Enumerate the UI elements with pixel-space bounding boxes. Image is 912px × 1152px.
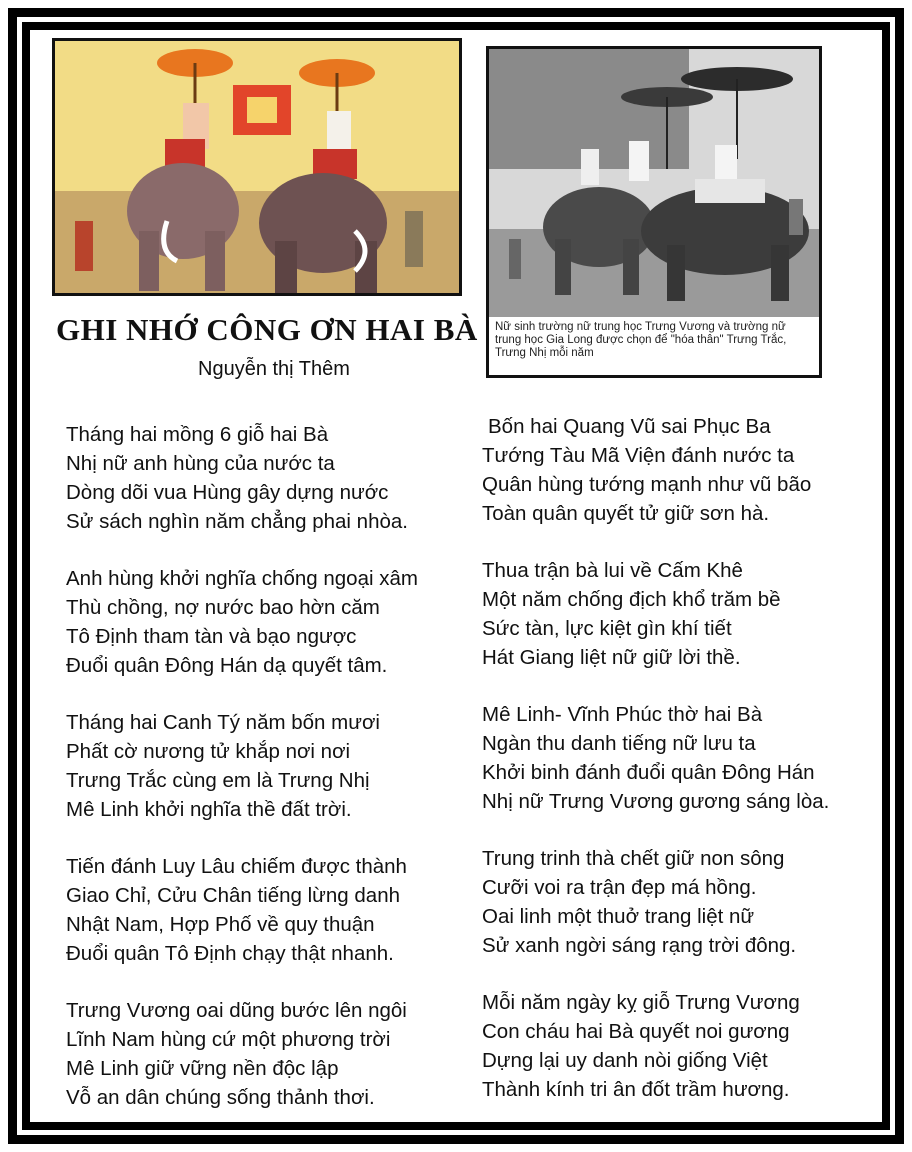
poem-line: Dòng dõi vua Hùng gây dựng nước — [66, 481, 389, 504]
poem-line: Dựng lại uy danh nòi giống Việt — [482, 1049, 768, 1072]
poem-line: Tháng hai Canh Tý năm bốn mươi — [66, 711, 380, 734]
left-poem-column — [66, 420, 476, 1122]
stanza — [482, 556, 877, 672]
poem-line: Anh hùng khởi nghĩa chống ngoại xâm — [66, 567, 418, 590]
stanza — [482, 700, 877, 816]
poem-line: Mê Linh giữ vững nền độc lập — [66, 1057, 339, 1080]
poem-line: Hát Giang liệt nữ giữ lời thề. — [482, 646, 741, 669]
poem-line: Nhật Nam, Hợp Phố về quy thuận — [66, 913, 375, 936]
poem-line: Khởi binh đánh đuổi quân Đông Hán — [482, 761, 815, 784]
poem-line: Tiến đánh Luy Lâu chiếm được thành — [66, 855, 407, 878]
poem-line: Nhị nữ anh hùng của nước ta — [66, 452, 335, 475]
photo-caption: Nữ sinh trường nữ trung học Trưng Vương và trường nữ trung học Gia Long được chọn để "hóa thân" Trưng Trắc, Trưng Nhị mỗi năm — [495, 321, 787, 359]
poem-line: Một năm chống địch khổ trăm bề — [482, 588, 781, 611]
poem-line: Nhị nữ Trưng Vương gương sáng lòa. — [482, 790, 830, 813]
poem-line: Mỗi năm ngày kỵ giỗ Trưng Vương — [482, 991, 800, 1014]
painting-illustration — [55, 41, 459, 293]
poem-line: Oai linh một thuở trang liệt nữ — [482, 905, 755, 928]
poem-line: Toàn quân quyết tử giữ sơn hà. — [482, 502, 770, 525]
poem-line: Sử xanh ngời sáng rạng trời đông. — [482, 934, 797, 957]
poem-line: Ngàn thu danh tiếng nữ lưu ta — [482, 732, 756, 755]
poem-line: Mê Linh- Vĩnh Phúc thờ hai Bà — [482, 703, 763, 726]
poem-author: Nguyễn thị Thêm — [198, 358, 350, 380]
poem-line: Tướng Tàu Mã Viện đánh nước ta — [482, 444, 795, 467]
poem-line: Vỗ an dân chúng sống thảnh thơi. — [66, 1086, 375, 1109]
stanza — [482, 988, 877, 1104]
stanza — [66, 708, 476, 824]
schoolgirls-photo — [486, 46, 822, 378]
stanza — [66, 564, 476, 680]
stanza — [482, 412, 877, 528]
poem-line: Trưng Trắc cùng em là Trưng Nhị — [66, 769, 370, 792]
poem-line: Con cháu hai Bà quyết noi gương — [482, 1020, 790, 1043]
right-poem-column — [482, 412, 877, 1122]
poem-line: Quân hùng tướng mạnh như vũ bão — [482, 473, 812, 496]
poem-line: Đuổi quân Đông Hán dạ quyết tâm. — [66, 654, 388, 677]
poem-line: Tô Định tham tàn và bạo ngược — [66, 625, 357, 648]
poem-line: Tháng hai mồng 6 giỗ hai Bà — [66, 423, 329, 446]
poem-line: Lĩnh Nam hùng cứ một phương trời — [66, 1028, 391, 1051]
poem-line: Cưỡi voi ra trận đẹp má hồng. — [482, 876, 757, 899]
poem-line: Phất cờ nương tử khắp nơi nơi — [66, 740, 351, 763]
poem-line: Đuổi quân Tô Định chạy thật nhanh. — [66, 942, 394, 965]
stanza — [482, 844, 877, 960]
stanza — [66, 996, 476, 1112]
poem-line: Trung trinh thà chết giữ non sông — [482, 847, 785, 870]
poem-line: Thành kính tri ân đốt trầm hương. — [482, 1078, 790, 1101]
poem-title: GHI NHỚ CÔNG ƠN HAI BÀ — [56, 312, 478, 347]
trung-sisters-painting — [52, 38, 462, 296]
poem-line: Thù chồng, nợ nước bao hờn căm — [66, 596, 380, 619]
poem-line: Trưng Vương oai dũng bước lên ngôi — [66, 999, 407, 1022]
poem-line: Giao Chỉ, Cửu Chân tiếng lừng danh — [66, 884, 401, 907]
poem-line: Thua trận bà lui về Cấm Khê — [482, 559, 743, 582]
poem-line: Mê Linh khởi nghĩa thề đất trời. — [66, 798, 352, 821]
elephant-parade-photo — [489, 49, 819, 317]
photo-scene — [489, 49, 819, 317]
stanza — [66, 852, 476, 968]
poem-page — [30, 30, 882, 1122]
poem-line: Sử sách nghìn năm chẳng phai nhòa. — [66, 510, 408, 533]
poem-line: Bốn hai Quang Vũ sai Phục Ba — [488, 415, 771, 438]
stanza — [66, 420, 476, 536]
poem-line: Sức tàn, lực kiệt gìn khí tiết — [482, 617, 732, 640]
